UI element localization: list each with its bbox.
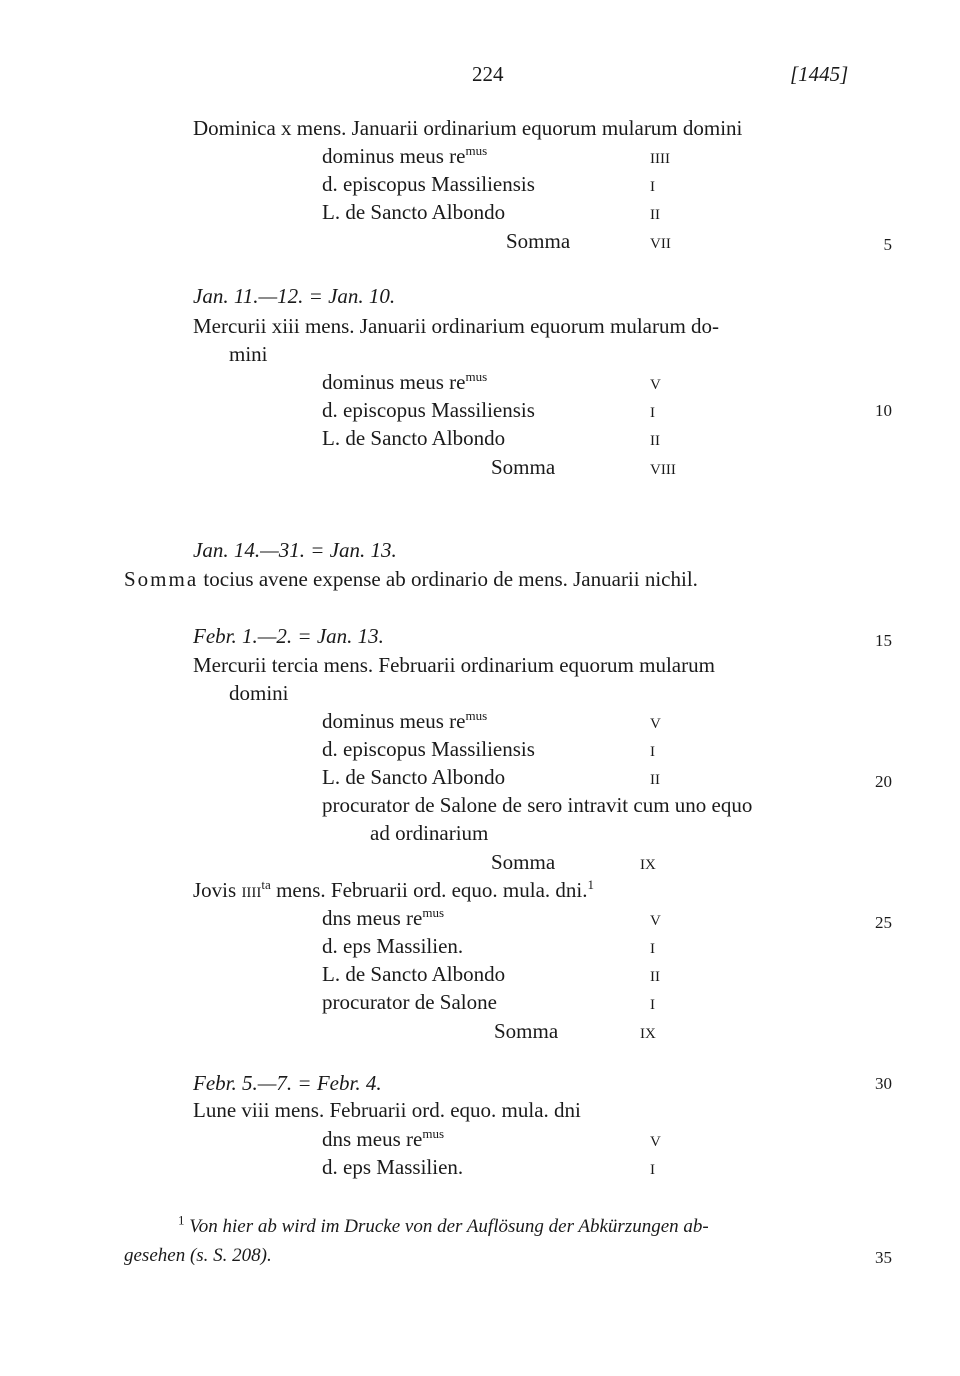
entry-intro: Mercurii tercia mens. Februarii ordinarium equorum mularum: [193, 653, 715, 677]
row-count: v: [650, 709, 661, 733]
row-name: L. de Sancto Albondo: [322, 200, 506, 224]
row-name: d. episcopus Massiliensis: [322, 737, 535, 761]
row-name: dominus meus $re^{mus}$: [322, 369, 488, 394]
row-name: L. de Sancto Albondo: [322, 426, 506, 450]
date-line: Jan. 14.—31. = Jan. 13.: [193, 538, 397, 562]
summa-label: Somma: [494, 1019, 559, 1043]
summa-value: ix: [640, 850, 656, 874]
page-number: 224: [472, 62, 504, 86]
procurator-line-cont: ad ordinarium: [370, 821, 489, 845]
line-number: 30: [875, 1074, 892, 1093]
row-count: ii: [650, 200, 660, 224]
row-count: i: [650, 934, 655, 958]
row-name: dominus meus $re^{mus}$: [322, 143, 488, 168]
date-line: Jan. 11.—12. = Jan. 10.: [193, 284, 396, 308]
row-name: L. de Sancto Albondo: [322, 765, 506, 789]
row-name: dns meus $re^{mus}$: [322, 1126, 444, 1151]
line-number: 35: [875, 1248, 892, 1267]
footnote-line: $^1$ Von hier ab wird im Drucke von der Auflösung der Abkürzungen ab-: [178, 1212, 709, 1237]
row-count: v: [650, 906, 661, 930]
summa-label: Somma: [506, 229, 571, 253]
footnote-line-cont: gesehen (s. S. 208).: [124, 1245, 272, 1266]
row-count: ii: [650, 426, 660, 450]
row-count: i: [650, 172, 655, 196]
entry-intro-cont: mini: [229, 342, 268, 366]
line-number: 25: [875, 913, 892, 932]
row-count: i: [650, 398, 655, 422]
row-count: v: [650, 1127, 661, 1151]
summa-value: ix: [640, 1019, 656, 1043]
summa-value: viii: [650, 455, 676, 479]
date-line: Febr. 1.—2. = Jan. 13.: [193, 624, 384, 648]
line-number: 20: [875, 772, 892, 791]
archive-number: [1445]: [790, 62, 849, 86]
row-count: iiii: [650, 144, 670, 168]
row-count: i: [650, 1155, 655, 1179]
row-count: i: [650, 990, 655, 1014]
summa-statement: Somma tocius avene expense ab ordinario de mens. Januarii nichil.: [124, 567, 698, 591]
line-number: 10: [875, 401, 892, 420]
row-name: procurator de Salone: [322, 990, 497, 1014]
row-count: v: [650, 370, 661, 394]
row-name: d. eps Massilien.: [322, 934, 464, 958]
entry-intro: Jovis iiii$^{ta}$ mens. Februarii ord. equo. mula. dni.$^1$: [193, 877, 595, 902]
entry-intro: Dominica x mens. Januarii ordinarium equorum mularum domini: [193, 116, 743, 140]
row-count: ii: [650, 962, 660, 986]
entry-intro-cont: domini: [229, 681, 289, 705]
line-number: 15: [875, 631, 892, 650]
row-name: dns meus $re^{mus}$: [322, 905, 444, 930]
footnote-mark: 1: [587, 877, 595, 892]
row-count: i: [650, 737, 655, 761]
procurator-line: procurator de Salone de sero intravit cum uno equo: [322, 793, 753, 817]
row-name: d. episcopus Massiliensis: [322, 172, 535, 196]
date-line: Febr. 5.—7. = Febr. 4.: [193, 1071, 382, 1095]
summa-value: vii: [650, 229, 671, 253]
entry-intro: Lune viii mens. Februarii ord. equo. mula. dni: [193, 1098, 581, 1122]
summa-label: Somma: [491, 850, 556, 874]
line-number: 5: [883, 235, 892, 254]
row-name: L. de Sancto Albondo: [322, 962, 506, 986]
summa-label: Somma: [491, 455, 556, 479]
row-name: d. episcopus Massiliensis: [322, 398, 535, 422]
row-count: ii: [650, 765, 660, 789]
entry-intro: Mercurii xiii mens. Januarii ordinarium equorum mularum do-: [193, 314, 720, 338]
row-name: dominus meus $re^{mus}$: [322, 708, 488, 733]
row-name: d. eps Massilien.: [322, 1155, 464, 1179]
